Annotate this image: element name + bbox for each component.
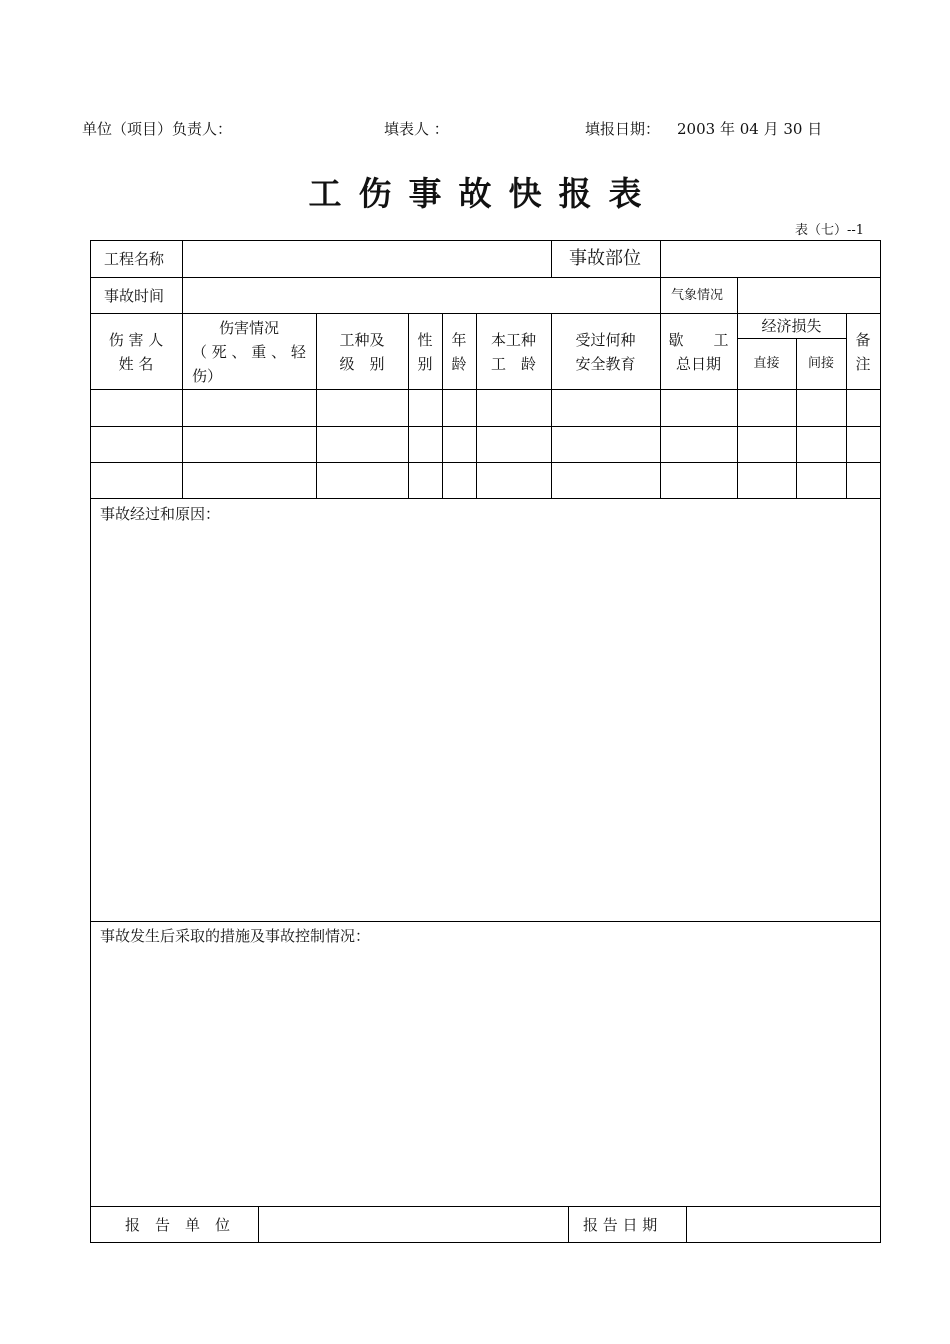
col-injury-3: 伤） <box>192 367 223 385</box>
col-remarks-1: 备 <box>855 331 871 349</box>
report-date-label: 填报日期： <box>585 120 661 138</box>
report-date-value: 2003 年 04 月 30 日 <box>677 120 823 138</box>
col-safety-edu-2: 安全教育 <box>575 355 636 373</box>
weather-label: 气象情况 <box>671 288 724 303</box>
page-title: 工伤事故快报表 <box>308 174 659 213</box>
filler-label: 填表人 ： <box>384 120 449 138</box>
col-sex-2: 别 <box>417 355 433 373</box>
col-trade-years-2: 工 龄 <box>490 355 536 373</box>
col-age-2: 龄 <box>451 355 467 373</box>
col-direct: 直接 <box>753 356 780 371</box>
col-age-1: 年 <box>451 331 467 349</box>
col-injured-name-1: 伤 害 人 <box>108 331 164 349</box>
report-unit-label: 报 告 单 位 <box>125 1216 231 1234</box>
col-injured-name-2: 姓 名 <box>118 355 154 373</box>
report-date-footer-label: 报 告 日 期 <box>583 1216 658 1234</box>
col-trade-years-1: 本工种 <box>490 331 536 349</box>
col-trade-level-1: 工种及 <box>339 331 385 349</box>
col-indirect: 间接 <box>807 356 834 371</box>
project-name-label: 工程名称 <box>104 250 165 268</box>
col-injury-2: （ 死 、 重 、 轻 <box>192 343 306 361</box>
unit-manager-label: 单位（项目）负责人： <box>82 120 233 138</box>
col-injury-1: 伤害情况 <box>218 319 279 337</box>
accident-part-label: 事故部位 <box>569 248 641 269</box>
col-remarks-2: 注 <box>855 355 871 373</box>
measures-label: 事故发生后采取的措施及事故控制情况： <box>100 927 371 945</box>
col-rest-days-1: 歇 工 <box>668 331 729 349</box>
col-sex-1: 性 <box>417 331 433 349</box>
col-trade-level-2: 级 别 <box>339 355 385 373</box>
col-rest-days-2: 总日期 <box>675 355 721 373</box>
process-label: 事故经过和原因： <box>100 505 221 523</box>
accident-time-label: 事故时间 <box>104 287 165 305</box>
col-econ-loss: 经济损失 <box>761 317 822 335</box>
col-safety-edu-1: 受过何种 <box>575 331 636 349</box>
form-number: 表（七）--1 <box>795 223 865 238</box>
